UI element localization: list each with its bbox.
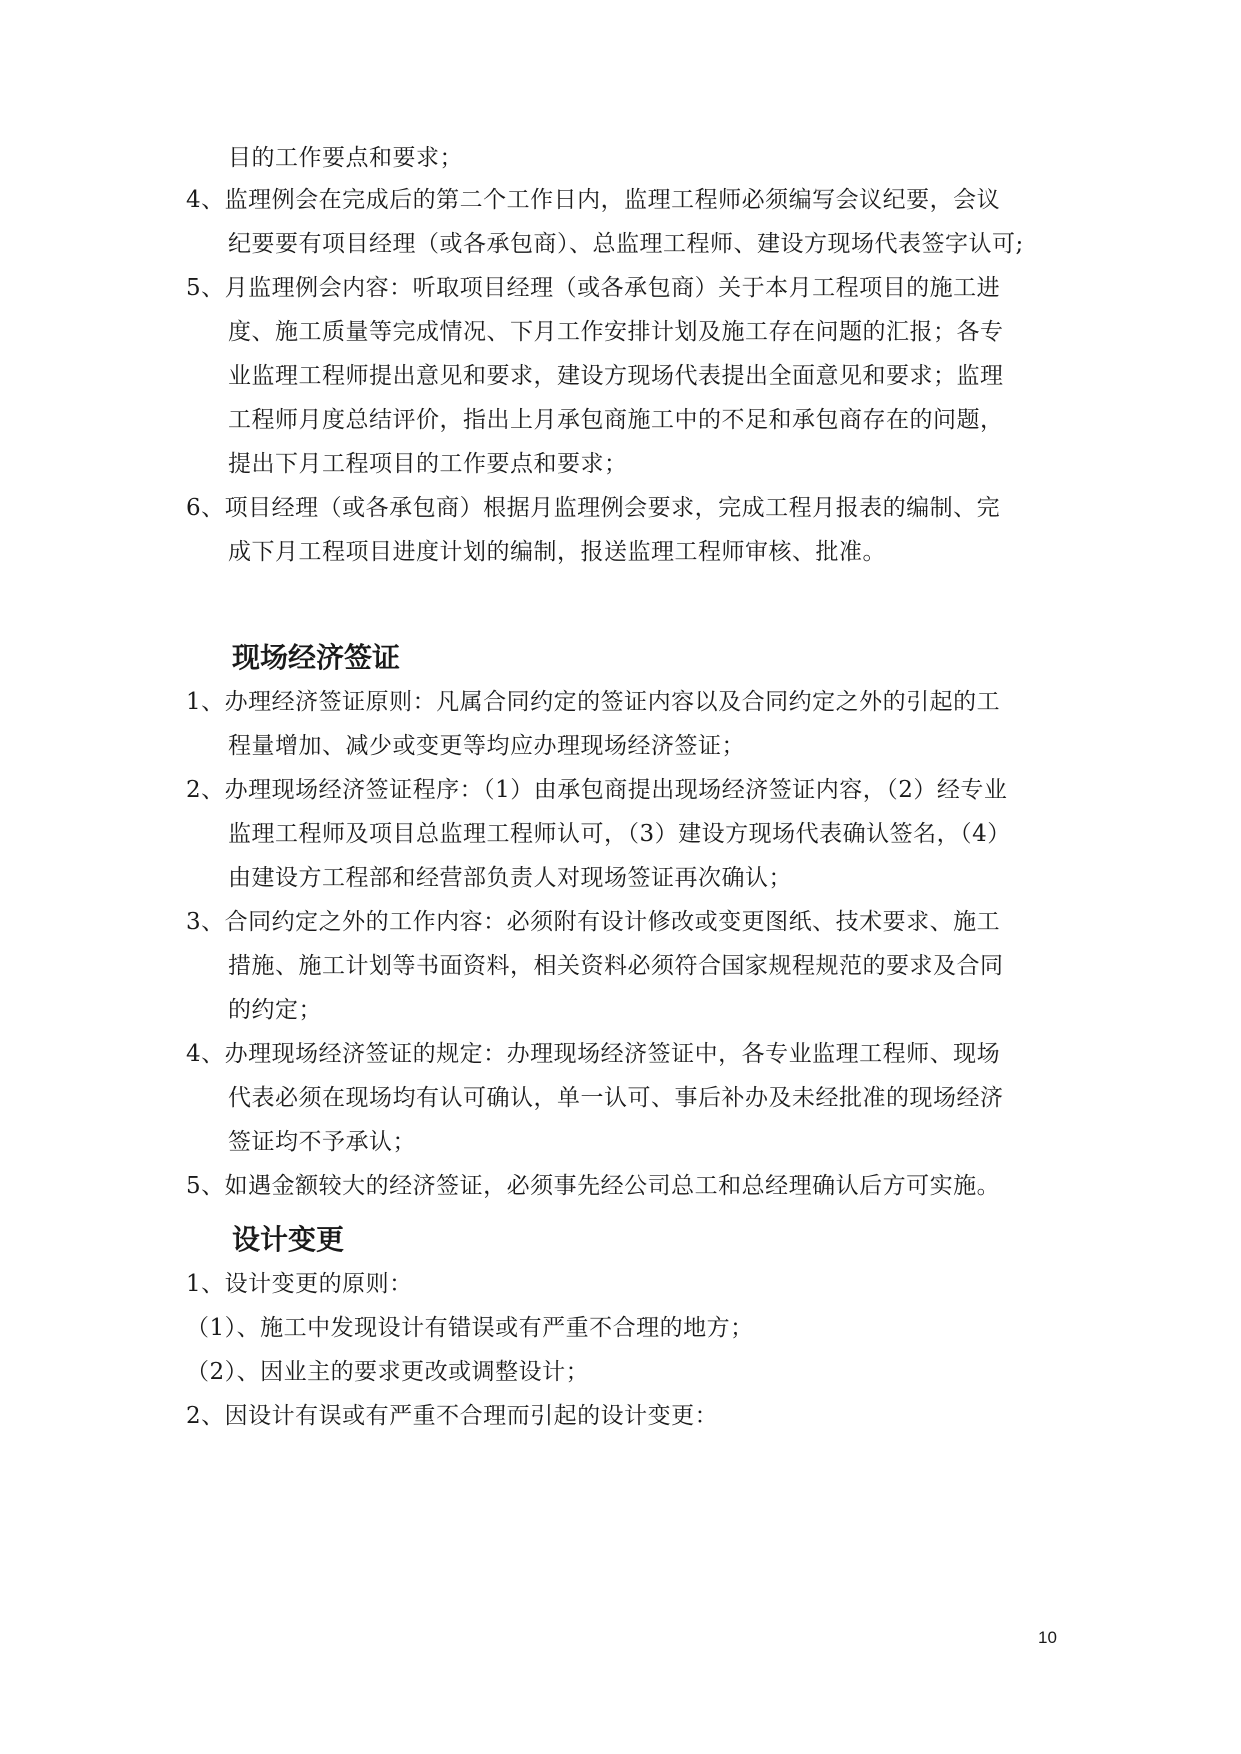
list-item-4: 4、监理例会在完成后的第二个工作日内，监理工程师必须编写会议纪要，会议 xyxy=(186,187,1001,213)
paragraph-line: 目的工作要点和要求； xyxy=(228,145,463,171)
section-heading-design-change: 设计变更 xyxy=(232,1223,345,1256)
list-item-4: 4、办理现场经济签证的规定：办理现场经济签证中，各专业监理工程师、现场 xyxy=(186,1041,1001,1067)
paragraph-line: 纪要要有项目经理（或各承包商）、总监理工程师、建设方现场代表签字认可; xyxy=(228,231,1024,257)
paragraph-line: 程量增加、减少或变更等均应办理现场经济签证； xyxy=(228,733,745,759)
paragraph-line: 提出下月工程项目的工作要点和要求； xyxy=(228,451,628,477)
paragraph-line: 监理工程师及项目总监理工程师认可，（3）建设方现场代表确认签名，（4） xyxy=(228,821,1011,847)
paragraph-line: 由建设方工程部和经营部负责人对现场签证再次确认； xyxy=(228,865,792,891)
paragraph-line: 代表必须在现场均有认可确认，单一认可、事后补办及未经批准的现场经济 xyxy=(228,1085,1004,1111)
list-item-2: 2、办理现场经济签证程序：（1）由承包商提出现场经济签证内容，（2）经专业 xyxy=(186,777,1008,803)
paragraph-line: 成下月工程项目进度计划的编制，报送监理工程师审核、批准。 xyxy=(228,539,886,565)
page-number: 10 xyxy=(1038,1628,1057,1647)
sub-item-1: （1）、施工中发现设计有错误或有严重不合理的地方； xyxy=(186,1315,754,1341)
list-item-1: 1、设计变更的原则： xyxy=(186,1271,413,1297)
paragraph-line: 度、施工质量等完成情况、下月工作安排计划及施工存在问题的汇报；各专 xyxy=(228,319,1004,345)
paragraph-line: 的约定； xyxy=(228,997,322,1023)
paragraph-line: 工程师月度总结评价，指出上月承包商施工中的不足和承包商存在的问题， xyxy=(228,407,1004,433)
list-item-5: 5、如遇金额较大的经济签证，必须事先经公司总工和总经理确认后方可实施。 xyxy=(186,1173,1001,1199)
list-item-1: 1、办理经济签证原则：凡属合同约定的签证内容以及合同约定之外的引起的工 xyxy=(186,689,1001,715)
sub-item-2: （2）、因业主的要求更改或调整设计； xyxy=(186,1359,590,1385)
paragraph-line: 签证均不予承认； xyxy=(228,1129,416,1155)
list-item-5: 5、月监理例会内容：听取项目经理（或各承包商）关于本月工程项目的施工进 xyxy=(186,275,1001,301)
paragraph-line: 措施、施工计划等书面资料，相关资料必须符合国家规程规范的要求及合同 xyxy=(228,953,1004,979)
section-heading-economic-visa: 现场经济签证 xyxy=(232,641,401,674)
list-item-3: 3、合同约定之外的工作内容：必须附有设计修改或变更图纸、技术要求、施工 xyxy=(186,909,1001,935)
paragraph-line: 业监理工程师提出意见和要求，建设方现场代表提出全面意见和要求；监理 xyxy=(228,363,1004,389)
list-item-6: 6、项目经理（或各承包商）根据月监理例会要求，完成工程月报表的编制、完 xyxy=(186,495,1001,521)
list-item-2: 2、因设计有误或有严重不合理而引起的设计变更： xyxy=(186,1403,719,1429)
